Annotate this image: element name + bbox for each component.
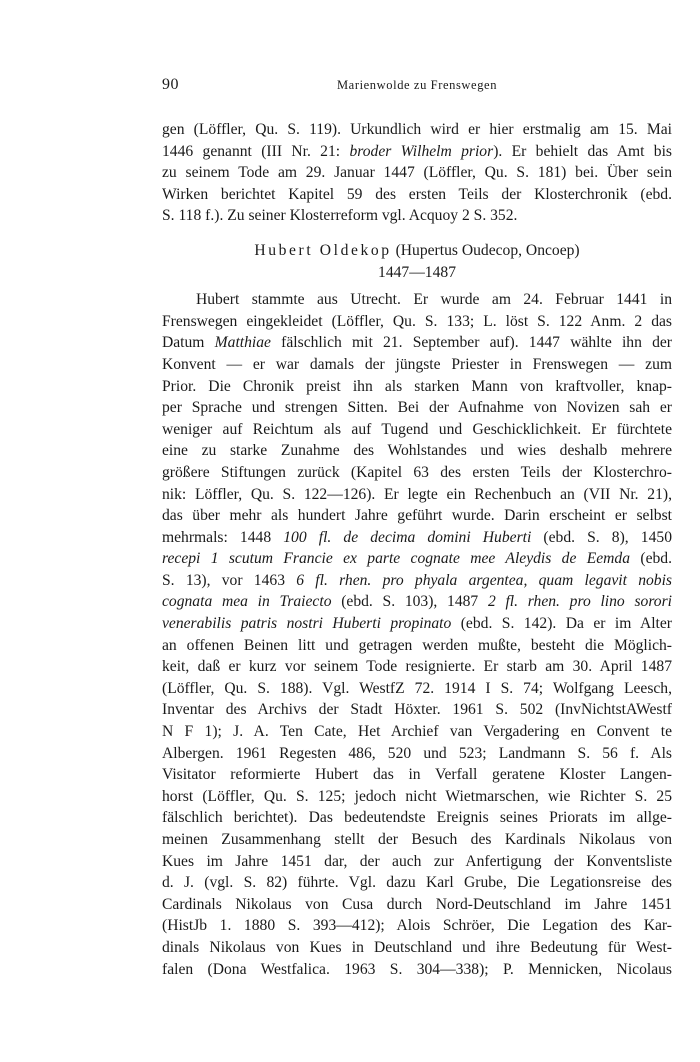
italic-quote: recepi 1 scutum Francie ex parte cognate mee Aleydis de Eemda <box>162 550 631 568</box>
text-line: N F 1); J. A. Ten Cate, Het Archief van Vergadering en Convent te <box>162 723 672 741</box>
text-line: Frenswegen eingekleidet (Löffler, Qu. S. 133; L. löst S. 122 Anm. 2 das <box>162 312 672 330</box>
text-line: zu seinem Tode am 29. Januar 1447 (Löffler, Qu. S. 181) bei. Über sein <box>162 164 672 182</box>
text-line: Prior. Die Chronik preist ihn als starken Mann von kraftvoller, knap- <box>162 377 672 395</box>
text-line: meinen Zusammenhang stellt der Besuch des Kardinals Nikolaus von <box>162 831 672 848</box>
section-heading-variants: (Hupertus Oudecop, Oncoep) <box>391 241 580 259</box>
text-line: venerabilis patris nostri Huberti propinato (ebd. S. 142). Da er im Alter <box>162 615 672 633</box>
italic-quote: cognata mea in Traiecto <box>162 593 332 611</box>
italic-quote: broder Wilhelm prior <box>349 142 494 160</box>
text-line: Kues im Jahre 1451 dar, der auch zur Anfertigung der Konventsliste <box>162 852 672 870</box>
page-header <box>162 76 672 100</box>
text-line: 1446 genannt (III Nr. 21: broder Wilhelm prior). Er behielt das Amt bis <box>162 142 672 160</box>
italic-quote: 2 fl. rhen. pro lino sorori <box>487 593 673 611</box>
paragraph-prior-note <box>162 119 672 227</box>
italic-quote: Matthiae <box>214 334 271 352</box>
text-line: Hubert stammte aus Utrecht. Er wurde am 24. Februar 1441 in <box>196 291 672 309</box>
text-line: Cardinals Nikolaus von Cusa durch Nord-Deutschland im Jahre 1451 <box>162 895 672 913</box>
text-line: gen (Löffler, Qu. S. 119). Urkundlich wird er hier erstmalig am 15. Mai <box>162 121 672 138</box>
text-line: Inventar des Archivs der Stadt Höxter. 1961 S. 502 (InvNichtstAWestf <box>162 701 672 719</box>
text-line: keit, daß er kurz vor seinem Tode resignierte. Er starb am 30. April 1487 <box>162 658 672 676</box>
text-line: (HistJb 1. 1880 S. 393—412); Alois Schröer, Die Legation des Kar- <box>162 917 672 935</box>
text-line: Visitator reformierte Hubert das in Verfall geratene Kloster Langen- <box>162 766 672 784</box>
section-heading <box>162 240 672 262</box>
running-title: Marienwolde zu Frenswegen <box>336 78 498 92</box>
text-line: größere Stiftungen zurück (Kapitel 63 des ersten Teils der Klosterchro- <box>162 463 672 481</box>
text-line: (Löffler, Qu. S. 188). Vgl. WestfZ 72. 1914 I S. 74; Wolfgang Leesch, <box>162 679 672 697</box>
paragraph-hubert-oldekop <box>162 289 672 980</box>
text-line: cognata mea in Traiecto (ebd. S. 103), 1487 2 fl. rhen. pro lino sorori <box>162 593 673 611</box>
section-heading-name: Hubert Oldekop <box>254 241 392 259</box>
text-line: eine zu starke Zunahme des Wohlstandes und wies deshalb mehrere <box>162 442 672 460</box>
text-line: Wirken berichtet Kapitel 59 des ersten Teils der Klosterchronik (ebd. <box>162 185 672 203</box>
page-number: 90 <box>162 76 179 93</box>
section-heading-years: 1447—1487 <box>378 263 456 281</box>
text-line: Konvent — er war damals der jüngste Priester in Frenswegen — zum <box>162 355 672 373</box>
text-line: d. J. (vgl. S. 82) führte. Vgl. dazu Karl Grube, Die Legationsreise des <box>162 874 672 892</box>
text-line: weniger auf Reichtum als auf Tugend und Geschicklichkeit. Er fürchtete <box>162 420 672 438</box>
text-line: mehrmals: 1448 100 fl. de decima domini Huberti (ebd. S. 8), 1450 <box>162 528 672 546</box>
text-line: recepi 1 scutum Francie ex parte cognate mee Aleydis de Eemda (ebd. <box>162 550 672 568</box>
text-line: horst (Löffler, Qu. S. 125; jedoch nicht Wietmarschen, wie Richter S. 25 <box>162 787 672 805</box>
text-line: das über mehr als hundert Jahre geführt wurde. Darin erscheint er selbst <box>162 507 672 525</box>
text-line: per Sprache und strengen Sitten. Bei der Aufnahme von Novizen sah er <box>162 399 672 417</box>
text-line: S. 13), vor 1463 6 fl. rhen. pro phyala argentea, quam legavit nobis <box>162 571 672 589</box>
text-line: Datum Matthiae fälschlich mit 21. September auf). 1447 wählte ihn der <box>162 334 673 352</box>
italic-quote: venerabilis patris nostri Huberti propinato <box>162 615 452 633</box>
italic-quote: 6 fl. rhen. pro phyala argentea, quam legavit nobis <box>296 571 672 589</box>
page-body <box>162 119 672 980</box>
text-line: Albergen. 1961 Regesten 486, 520 und 523; Landmann S. 56 f. Als <box>162 744 672 762</box>
text-line: falen (Dona Westfalica. 1963 S. 304—338); P. Mennicken, Nicolaus <box>162 960 672 978</box>
text-line: S. 118 f.). Zu seiner Klosterreform vgl. Acquoy 2 S. 352. <box>162 207 518 225</box>
italic-quote: 100 fl. de decima domini Huberti <box>283 528 532 546</box>
text-line: fälschlich berichtet). Das bedeutendste Ereignis seines Priorats im allge- <box>162 809 672 827</box>
text-line: dinals Nikolaus von Kues in Deutschland und ihre Bedeutung für West- <box>162 938 672 956</box>
text-line: an offenen Beinen litt und getragen werden mußte, besteht die Möglich- <box>162 636 672 654</box>
text-line: nik: Löffler, Qu. S. 122—126). Er legte ein Rechenbuch an (VII Nr. 21), <box>162 485 672 503</box>
